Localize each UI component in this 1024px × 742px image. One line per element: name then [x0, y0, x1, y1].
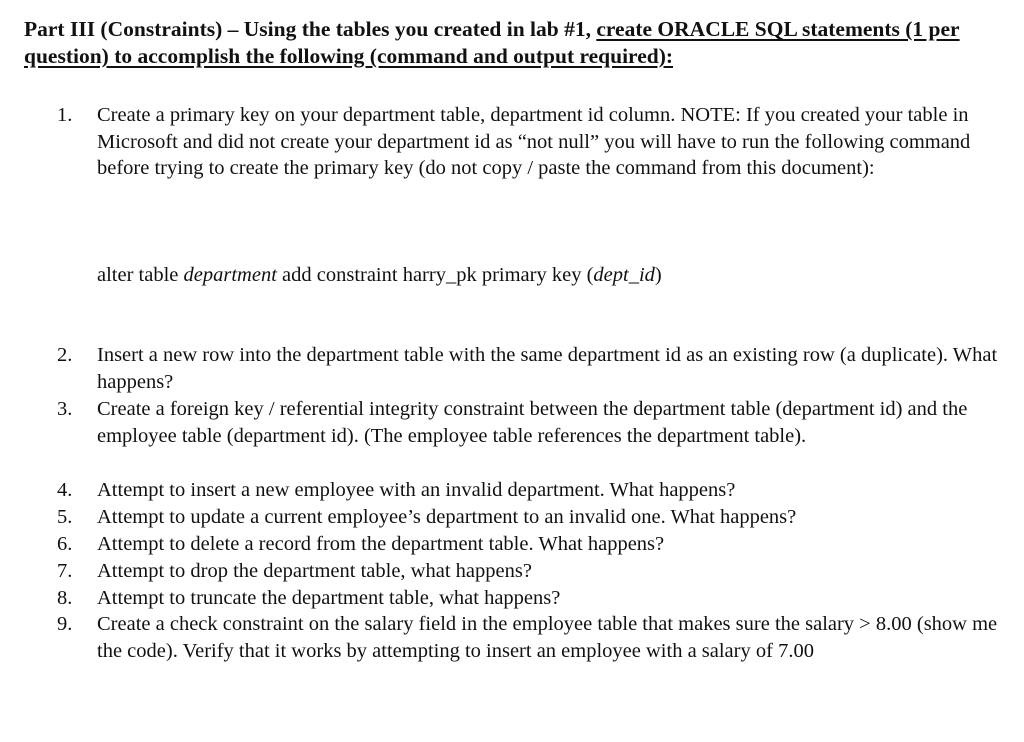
command-suffix: ) [654, 264, 662, 286]
item-number: 4. [57, 479, 73, 501]
command-prefix: alter table [97, 264, 184, 286]
item-text: Attempt to update a current employee’s department to an invalid one. What happens? [97, 506, 797, 528]
list-item [57, 558, 1002, 585]
item-text: Create a foreign key / referential integrity constraint between the department table (department id) and the employee table (department id). (The employee table references the department table). [97, 398, 968, 447]
list-item [57, 477, 1002, 504]
command-table: department [183, 264, 277, 286]
item-number: 6. [57, 533, 73, 555]
list-item [57, 585, 1002, 612]
sql-command [97, 262, 662, 288]
item-text: Attempt to insert a new employee with an invalid department. What happens? [97, 479, 736, 501]
list-item [57, 342, 1002, 395]
item-number: 7. [57, 560, 73, 582]
item-number: 9. [57, 613, 73, 635]
list-item [57, 504, 1002, 531]
item-text: Attempt to delete a record from the department table. What happens? [97, 533, 665, 555]
item-number: 2. [57, 344, 73, 366]
heading-intro: Part III (Constraints) – Using the tables you created in lab #1, [24, 17, 597, 41]
command-middle: add constraint harry_pk primary key ( [276, 264, 594, 286]
heading-underlined: create ORACLE SQL statements (1 per question) to accomplish the following (command and output required): [24, 17, 960, 68]
list-item [57, 396, 1002, 449]
item-number: 8. [57, 587, 73, 609]
section-heading [24, 16, 1009, 70]
item-text: Insert a new row into the department table with the same department id as an existing row (a duplicate). What happens? [97, 344, 998, 393]
item-number: 1. [57, 104, 73, 126]
list-item [57, 611, 1002, 664]
item-number: 3. [57, 398, 73, 420]
command-column: dept_id [593, 264, 655, 286]
item-text: Create a primary key on your department table, department id column. NOTE: If you created your table in Microsoft and did not create your department id as “not null” you will have to run the following command before trying to create the primary key (do not copy / paste the command from this document): [97, 104, 971, 179]
item-number: 5. [57, 506, 73, 528]
item-text: Attempt to truncate the department table, what happens? [97, 587, 561, 609]
list-item [57, 531, 1002, 558]
item-text: Attempt to drop the department table, what happens? [97, 560, 532, 582]
item-text: Create a check constraint on the salary field in the employee table that makes sure the salary > 8.00 (show me the code). Verify that it works by attempting to insert an employee with a salary of 7.00 [97, 613, 998, 662]
list-item [57, 102, 1002, 182]
